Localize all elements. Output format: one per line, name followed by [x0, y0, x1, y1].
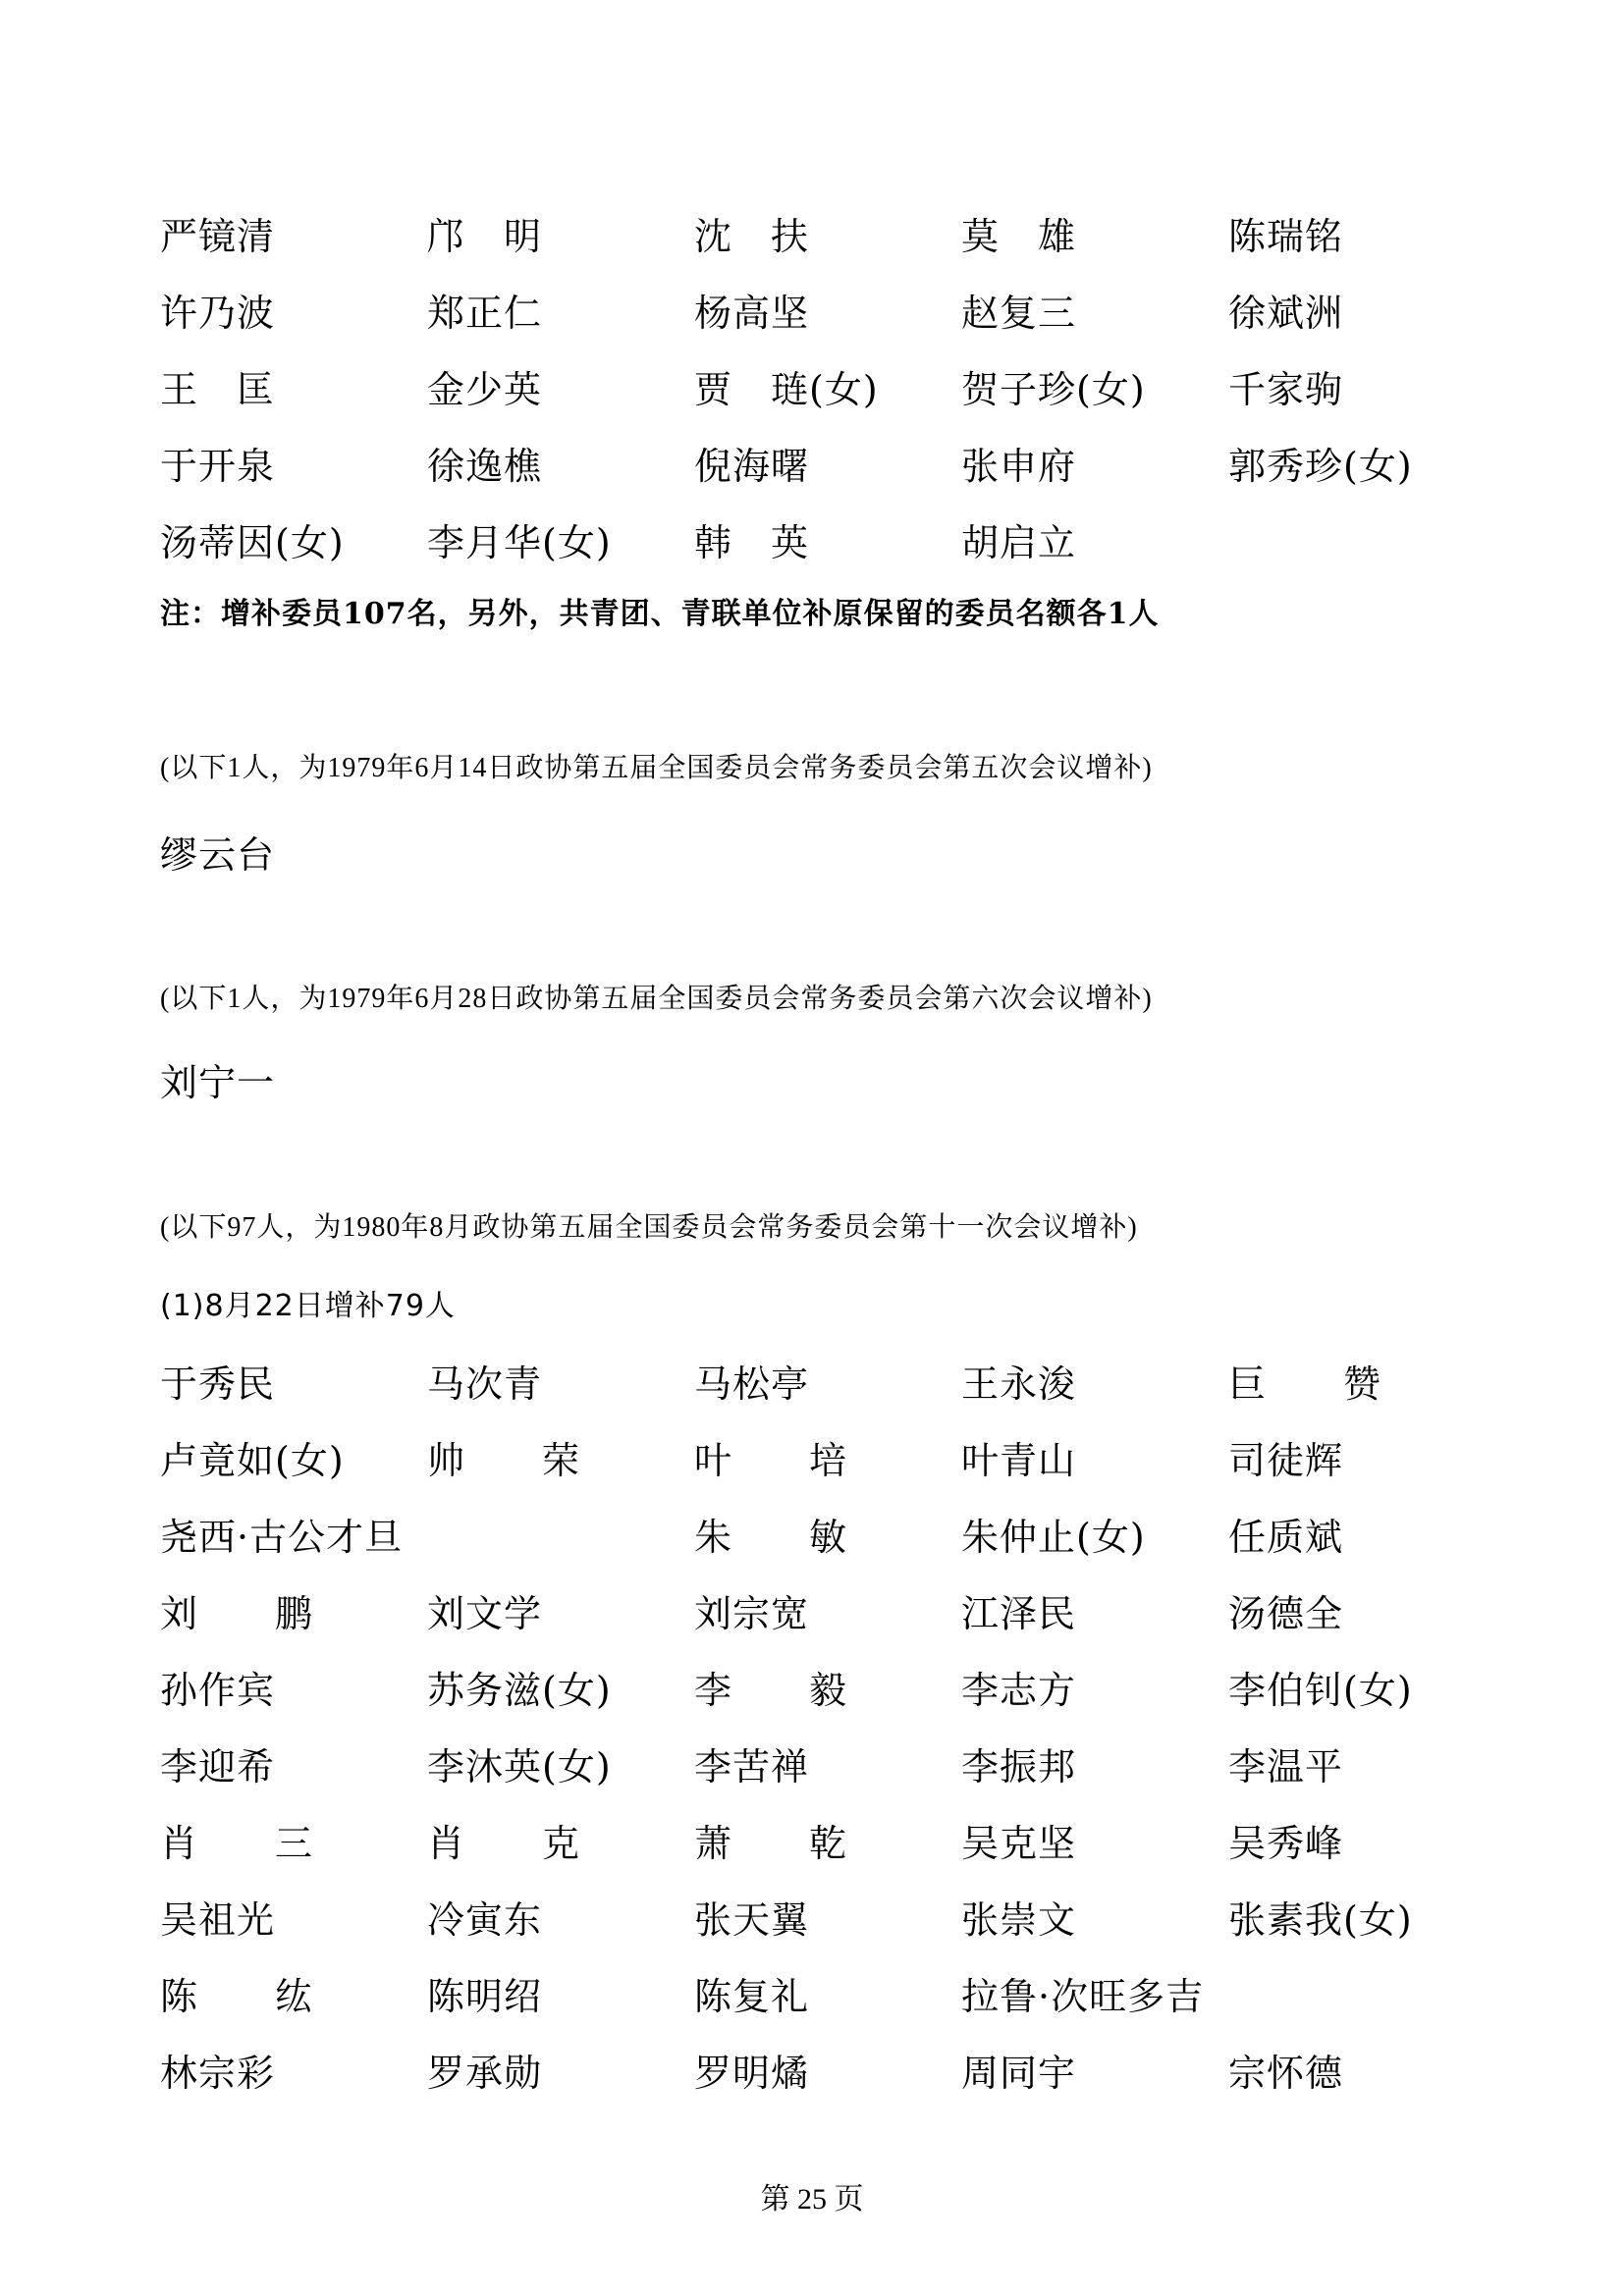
member-name: 卢竟如(女) — [160, 1439, 345, 1482]
member-name: 张崇文 — [961, 1898, 1077, 1942]
subsection-heading: (1)8月22日增补79人 — [160, 1289, 456, 1323]
name-row — [160, 1729, 1456, 1805]
member-name: 许乃波 — [160, 292, 276, 335]
member-name: 杨高坚 — [694, 292, 810, 335]
member-name: 巨 赞 — [1228, 1362, 1382, 1406]
member-name: 司徒辉 — [1228, 1439, 1344, 1482]
member-name: 苏务滋(女) — [427, 1669, 612, 1712]
note-text: 注：增补委员107名，另外，共青团、青联单位补原保留的委员名额各1人 — [160, 597, 1160, 631]
member-name: 任质斌 — [1228, 1516, 1344, 1559]
member-name: 韩 英 — [694, 521, 810, 564]
name-row — [160, 1882, 1456, 1958]
member-name: 汤德全 — [1228, 1592, 1344, 1635]
session-heading: (以下97人，为1980年8月政协第五届全国委员会常务委员会第十一次会议增补) — [160, 1212, 1138, 1243]
member-name: 千家驹 — [1228, 368, 1344, 411]
member-name: 邝 明 — [427, 215, 543, 258]
member-name: 张素我(女) — [1228, 1898, 1413, 1942]
member-name: 郑正仁 — [427, 292, 543, 335]
member-name: 徐逸樵 — [427, 445, 543, 488]
member-name: 陈明绍 — [427, 1975, 543, 2018]
name-row — [160, 1805, 1456, 1882]
member-name: 王永浚 — [961, 1362, 1077, 1406]
member-name: 陈 纮 — [160, 1975, 314, 2018]
name-row — [160, 1422, 1456, 1499]
member-name: 胡启立 — [961, 521, 1077, 564]
member-name: 李沐英(女) — [427, 1745, 612, 1789]
member-name: 于开泉 — [160, 445, 276, 488]
member-name: 王 匡 — [160, 368, 276, 411]
name-row — [160, 351, 1456, 428]
member-name: 缪云台 — [160, 833, 276, 877]
name-row — [160, 1958, 1456, 2035]
member-name: 江泽民 — [961, 1592, 1077, 1635]
member-name: 陈瑞铭 — [1228, 215, 1344, 258]
member-name: 李振邦 — [961, 1745, 1077, 1789]
member-name: 帅 荣 — [427, 1439, 581, 1482]
name-row — [160, 505, 1456, 581]
member-name: 张申府 — [961, 445, 1077, 488]
member-name: 李月华(女) — [427, 521, 612, 564]
member-name: 肖 三 — [160, 1822, 314, 1865]
member-name: 朱仲止(女) — [961, 1516, 1146, 1559]
member-name: 徐斌洲 — [1228, 292, 1344, 335]
member-name: 李迎希 — [160, 1745, 276, 1789]
member-name: 李志方 — [961, 1669, 1077, 1712]
member-name: 拉鲁·次旺多吉 — [961, 1975, 1205, 2018]
member-name: 李伯钊(女) — [1228, 1669, 1413, 1712]
name-row — [160, 1499, 1456, 1575]
member-name: 肖 克 — [427, 1822, 581, 1865]
name-row — [160, 275, 1456, 351]
member-name: 刘宗宽 — [694, 1592, 810, 1635]
name-row — [160, 2035, 1456, 2111]
member-name: 宗怀德 — [1228, 2052, 1344, 2095]
member-name: 尧西·古公才旦 — [160, 1516, 404, 1559]
member-name: 赵复三 — [961, 292, 1077, 335]
member-name: 倪海曙 — [694, 445, 810, 488]
member-name: 汤蒂因(女) — [160, 521, 345, 564]
session-heading: (以下1人，为1979年6月28日政协第五届全国委员会常务委员会第六次会议增补) — [160, 984, 1153, 1014]
member-name: 刘宁一 — [160, 1061, 276, 1104]
page-number: 第 25 页 — [760, 2183, 864, 2216]
member-name: 萧 乾 — [694, 1822, 848, 1865]
member-name: 贾 琏(女) — [694, 368, 879, 411]
member-name: 孙作宾 — [160, 1669, 276, 1712]
member-name: 叶 培 — [694, 1439, 848, 1482]
member-name: 陈复礼 — [694, 1975, 810, 2018]
member-name: 周同宇 — [961, 2052, 1077, 2095]
member-name: 朱 敏 — [694, 1516, 848, 1559]
member-name: 严镜清 — [160, 215, 276, 258]
name-row — [160, 1346, 1456, 1422]
member-list-top — [160, 198, 1456, 581]
member-name: 刘文学 — [427, 1592, 543, 1635]
member-name: 贺子珍(女) — [961, 368, 1146, 411]
name-row — [160, 1652, 1456, 1729]
name-row — [160, 198, 1456, 275]
member-name: 叶青山 — [961, 1439, 1077, 1482]
member-name: 马次青 — [427, 1362, 543, 1406]
session-heading: (以下1人，为1979年6月14日政协第五届全国委员会常务委员会第五次会议增补) — [160, 753, 1153, 783]
member-name: 金少英 — [427, 368, 543, 411]
member-name: 于秀民 — [160, 1362, 276, 1406]
member-name: 李温平 — [1228, 1745, 1344, 1789]
member-name: 吴秀峰 — [1228, 1822, 1344, 1865]
member-name: 林宗彩 — [160, 2052, 276, 2095]
member-name: 吴祖光 — [160, 1898, 276, 1942]
member-name: 李苦禅 — [694, 1745, 810, 1789]
member-name: 马松亭 — [694, 1362, 810, 1406]
member-name: 罗承勋 — [427, 2052, 543, 2095]
name-row — [160, 1575, 1456, 1652]
member-name: 李 毅 — [694, 1669, 848, 1712]
member-name: 郭秀珍(女) — [1228, 445, 1413, 488]
member-name: 冷寅东 — [427, 1898, 543, 1942]
name-row — [160, 428, 1456, 505]
member-name: 刘 鹏 — [160, 1592, 314, 1635]
member-name: 张天翼 — [694, 1898, 810, 1942]
member-name: 吴克坚 — [961, 1822, 1077, 1865]
member-name: 沈 扶 — [694, 215, 810, 258]
member-name: 莫 雄 — [961, 215, 1077, 258]
member-name: 罗明燏 — [694, 2052, 810, 2095]
member-list-1980 — [160, 1346, 1456, 2111]
